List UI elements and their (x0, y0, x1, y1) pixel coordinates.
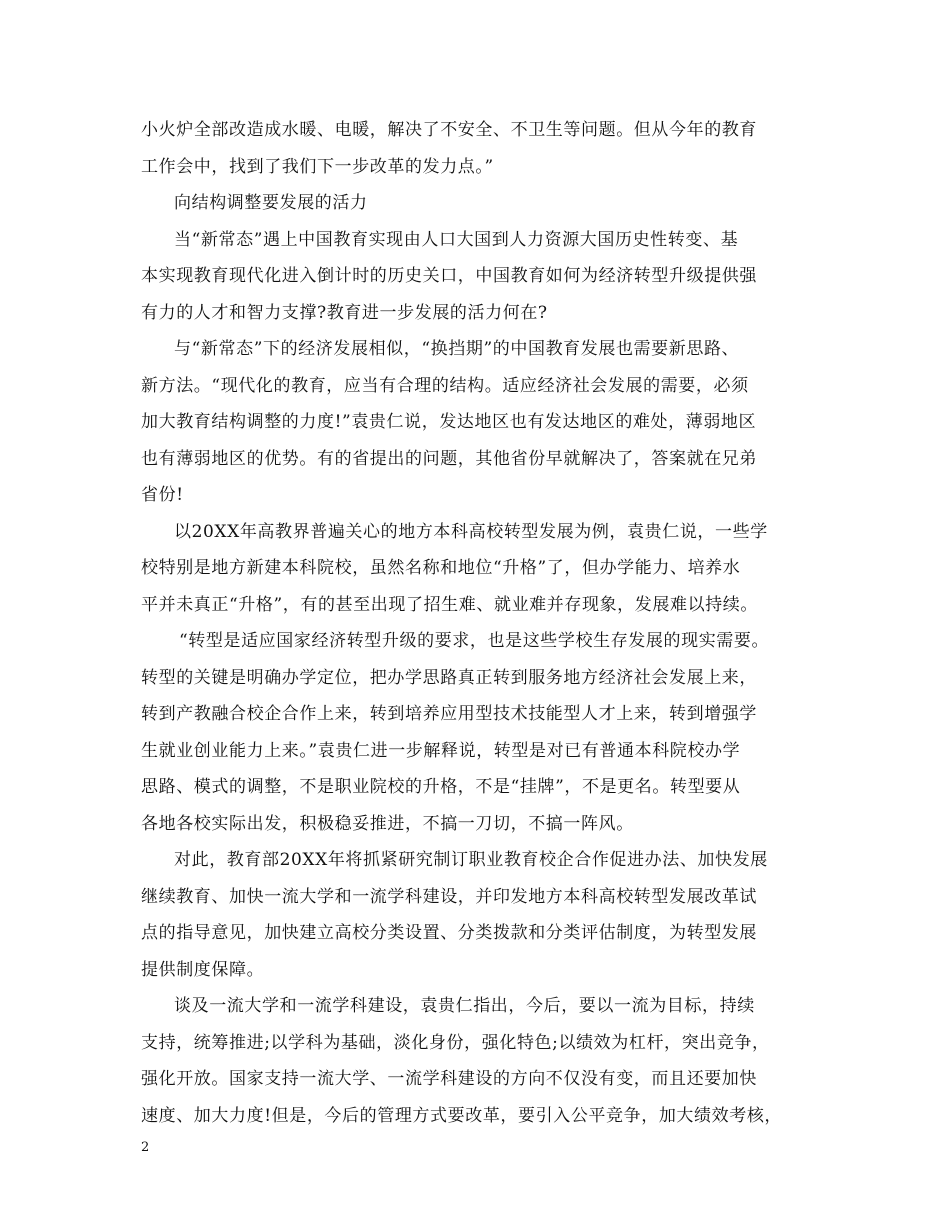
text-line: 点的指导意见，加快建立高校分类设置、分类拨款和分类评估制度，为转型发展 (141, 923, 757, 943)
text-line: 与“新常态”下的经济发展相似，“换挡期”的中国教育发展也需要新思路、 (174, 339, 740, 359)
text-line: 也有薄弱地区的优势。有的省提出的问题，其他省份早就解决了，答案就在兄弟 (141, 448, 757, 469)
text-line: 省份! (141, 485, 184, 505)
text-line: 转到产教融合校企合作上来，转到培养应用型技术技能型人才上来，转到增强学 (141, 704, 757, 724)
text-line: 新方法。“现代化的教育，应当有合理的结构。适应经济社会发展的需要，必须 (141, 375, 749, 396)
text-line: 支持，统筹推进;以学科为基础，淡化身份，强化特色;以绩效为杠杆，突出竞争， (141, 1032, 770, 1053)
text-line: 谈及一流大学和一流学科建设，袁贵仁指出，今后，要以一流为目标，持续 (174, 996, 755, 1016)
text-line: 以20XX年高教界普遍关心的地方本科高校转型发展为例，袁贵仁说，一些学 (174, 521, 768, 542)
text-line: 当“新常态”遇上中国教育实现由人口大国到人力资源大国历史性转变、基 (174, 229, 739, 250)
text-line: 平并未真正“升格”，有的甚至出现了招生难、就业难并存现象，发展难以持续。 (141, 594, 758, 615)
text-line: 有力的人才和智力支撑?教育进一步发展的活力何在? (141, 302, 548, 323)
page-number: 2 (141, 1140, 150, 1155)
text-line: 转型的关键是明确办学定位，把办学思路真正转到服务地方经济社会发展上来， (141, 667, 757, 688)
text-line: 各地各校实际出发，积极稳妥推进，不搞一刀切，不搞一阵风。 (141, 813, 634, 834)
text-line: 加大教育结构调整的力度!”袁贵仁说，发达地区也有发达地区的难处，薄弱地区 (141, 412, 757, 432)
text-line: 提供制度保障。 (141, 959, 265, 980)
section-heading: 向结构调整要发展的活力 (174, 193, 368, 213)
text-line: 工作会中，找到了我们下一步改革的发力点。” (141, 156, 494, 177)
text-line: 强化开放。国家支持一流大学、一流学科建设的方向不仅没有变，而且还要加快 (141, 1069, 757, 1089)
text-line: 本实现教育现代化进入倒计时的历史关口，中国教育如何为经济转型升级提供强 (141, 266, 757, 286)
text-line: 校特别是地方新建本科院校，虽然名称和地位“升格”了，但办学能力、培养水 (141, 558, 741, 578)
text-line: 继续教育、加快一流大学和一流学科建设，并印发地方本科高校转型发展改革试 (141, 886, 757, 907)
text-line: “转型是适应国家经济转型升级的要求，也是这些学校生存发展的现实需要。 (179, 631, 770, 651)
text-line: 速度、加大力度!但是，今后的管理方式要改革，要引入公平竞争，加大绩效考核， (141, 1105, 783, 1126)
text-line: 小火炉全部改造成水暖、电暖，解决了不安全、不卫生等问题。但从今年的教育 (141, 120, 757, 140)
text-line: 对此，教育部20XX年将抓紧研究制订职业教育校企合作促进办法、加快发展 (174, 850, 768, 870)
text-line: 生就业创业能力上来。”袁贵仁进一步解释说，转型是对已有普通本科院校办学 (141, 740, 741, 761)
body-text (141, 112, 831, 1134)
text-line: 思路、模式的调整，不是职业院校的升格，不是“挂牌”，不是更名。转型要从 (141, 777, 741, 797)
